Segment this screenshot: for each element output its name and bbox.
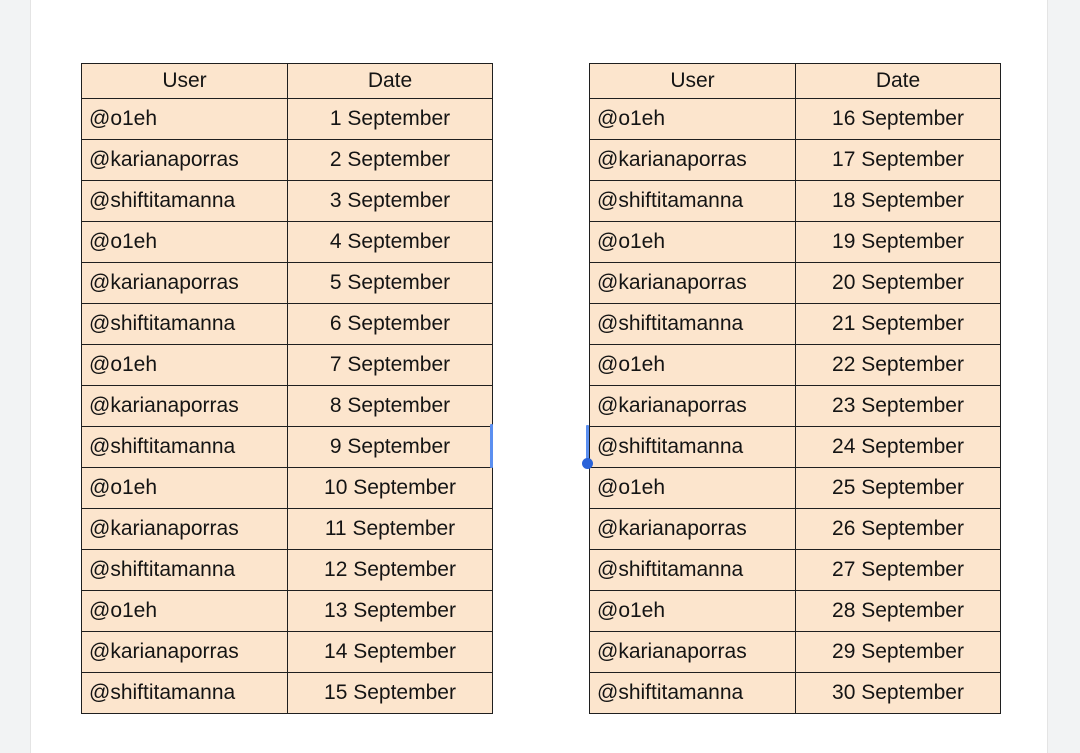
date-cell[interactable]: 23 September: [796, 386, 1001, 427]
user-cell[interactable]: @o1eh: [82, 468, 288, 509]
date-cell[interactable]: 14 September: [288, 632, 493, 673]
header-row: [590, 64, 1001, 99]
header-row: [82, 64, 493, 99]
table-row: [82, 427, 493, 468]
user-cell[interactable]: @karianaporras: [590, 386, 796, 427]
table-row: [590, 99, 1001, 140]
date-cell[interactable]: 22 September: [796, 345, 1001, 386]
date-cell[interactable]: 5 September: [288, 263, 493, 304]
table-row: [82, 181, 493, 222]
date-cell[interactable]: 15 September: [288, 673, 493, 714]
date-cell[interactable]: 16 September: [796, 99, 1001, 140]
user-cell[interactable]: @o1eh: [590, 222, 796, 263]
table-row: [82, 673, 493, 714]
user-cell[interactable]: @shiftitamanna: [82, 181, 288, 222]
user-cell[interactable]: @o1eh: [82, 591, 288, 632]
date-cell[interactable]: 9 September: [288, 427, 493, 468]
user-cell[interactable]: @karianaporras: [82, 509, 288, 550]
user-cell[interactable]: @o1eh: [590, 99, 796, 140]
date-cell[interactable]: 2 September: [288, 140, 493, 181]
user-cell[interactable]: @shiftitamanna: [590, 304, 796, 345]
date-column-header[interactable]: Date: [796, 64, 1001, 99]
date-cell[interactable]: 3 September: [288, 181, 493, 222]
date-cell[interactable]: 11 September: [288, 509, 493, 550]
user-cell[interactable]: @o1eh: [82, 222, 288, 263]
user-cell[interactable]: @shiftitamanna: [82, 550, 288, 591]
table-row: [590, 345, 1001, 386]
date-cell[interactable]: 24 September: [796, 427, 1001, 468]
date-column-header[interactable]: Date: [288, 64, 493, 99]
table-row: [590, 509, 1001, 550]
date-cell[interactable]: 12 September: [288, 550, 493, 591]
table-row: [590, 181, 1001, 222]
date-cell[interactable]: 21 September: [796, 304, 1001, 345]
table-row: [590, 468, 1001, 509]
user-column-header[interactable]: User: [82, 64, 288, 99]
date-cell[interactable]: 8 September: [288, 386, 493, 427]
user-cell[interactable]: @karianaporras: [590, 140, 796, 181]
date-cell[interactable]: 30 September: [796, 673, 1001, 714]
table-row: [590, 386, 1001, 427]
user-cell[interactable]: @karianaporras: [82, 632, 288, 673]
date-cell[interactable]: 27 September: [796, 550, 1001, 591]
user-cell[interactable]: @shiftitamanna: [82, 304, 288, 345]
date-cell[interactable]: 10 September: [288, 468, 493, 509]
user-cell[interactable]: @shiftitamanna: [590, 550, 796, 591]
user-cell[interactable]: @o1eh: [82, 99, 288, 140]
table-row: [82, 591, 493, 632]
table-row: [590, 427, 1001, 468]
table-row: [82, 263, 493, 304]
table-row: [590, 673, 1001, 714]
table-row: [82, 345, 493, 386]
date-cell[interactable]: 4 September: [288, 222, 493, 263]
canvas-gutter-right: [1047, 0, 1080, 753]
schedule-table-september-1-15: [81, 63, 493, 714]
user-cell[interactable]: @karianaporras: [82, 386, 288, 427]
user-cell[interactable]: @o1eh: [82, 345, 288, 386]
table-row: [82, 468, 493, 509]
date-cell[interactable]: 13 September: [288, 591, 493, 632]
date-cell[interactable]: 18 September: [796, 181, 1001, 222]
table-row: [82, 99, 493, 140]
table-row: [82, 386, 493, 427]
date-cell[interactable]: 28 September: [796, 591, 1001, 632]
user-cell[interactable]: @karianaporras: [82, 140, 288, 181]
date-cell[interactable]: 17 September: [796, 140, 1001, 181]
table-row: [82, 550, 493, 591]
selection-drag-handle[interactable]: [582, 458, 593, 469]
user-cell[interactable]: @shiftitamanna: [590, 673, 796, 714]
user-cell[interactable]: @shiftitamanna: [82, 673, 288, 714]
user-column-header[interactable]: User: [590, 64, 796, 99]
table-row: [590, 632, 1001, 673]
user-cell[interactable]: @shiftitamanna: [590, 181, 796, 222]
selection-caret-start: [490, 424, 493, 468]
date-cell[interactable]: 6 September: [288, 304, 493, 345]
user-cell[interactable]: @o1eh: [590, 345, 796, 386]
table-row: [82, 222, 493, 263]
table-row: [590, 550, 1001, 591]
table-row: [590, 304, 1001, 345]
date-cell[interactable]: 26 September: [796, 509, 1001, 550]
user-cell[interactable]: @karianaporras: [590, 632, 796, 673]
table-row: [82, 140, 493, 181]
user-cell[interactable]: @karianaporras: [82, 263, 288, 304]
date-cell[interactable]: 29 September: [796, 632, 1001, 673]
date-cell[interactable]: 19 September: [796, 222, 1001, 263]
table-row: [82, 509, 493, 550]
date-cell[interactable]: 20 September: [796, 263, 1001, 304]
date-cell[interactable]: 25 September: [796, 468, 1001, 509]
user-cell[interactable]: @o1eh: [590, 591, 796, 632]
user-cell[interactable]: @karianaporras: [590, 509, 796, 550]
table-row: [590, 222, 1001, 263]
user-cell[interactable]: @o1eh: [590, 468, 796, 509]
table-row: [590, 263, 1001, 304]
table-row: [590, 140, 1001, 181]
date-cell[interactable]: 1 September: [288, 99, 493, 140]
table-row: [82, 304, 493, 345]
user-cell[interactable]: @shiftitamanna: [82, 427, 288, 468]
user-cell[interactable]: @shiftitamanna: [590, 427, 796, 468]
document-page[interactable]: [31, 0, 1047, 753]
date-cell[interactable]: 7 September: [288, 345, 493, 386]
user-cell[interactable]: @karianaporras: [590, 263, 796, 304]
canvas-gutter-left: [0, 0, 31, 753]
table-row: [82, 632, 493, 673]
schedule-table-september-16-30: [589, 63, 1001, 714]
table-row: [590, 591, 1001, 632]
